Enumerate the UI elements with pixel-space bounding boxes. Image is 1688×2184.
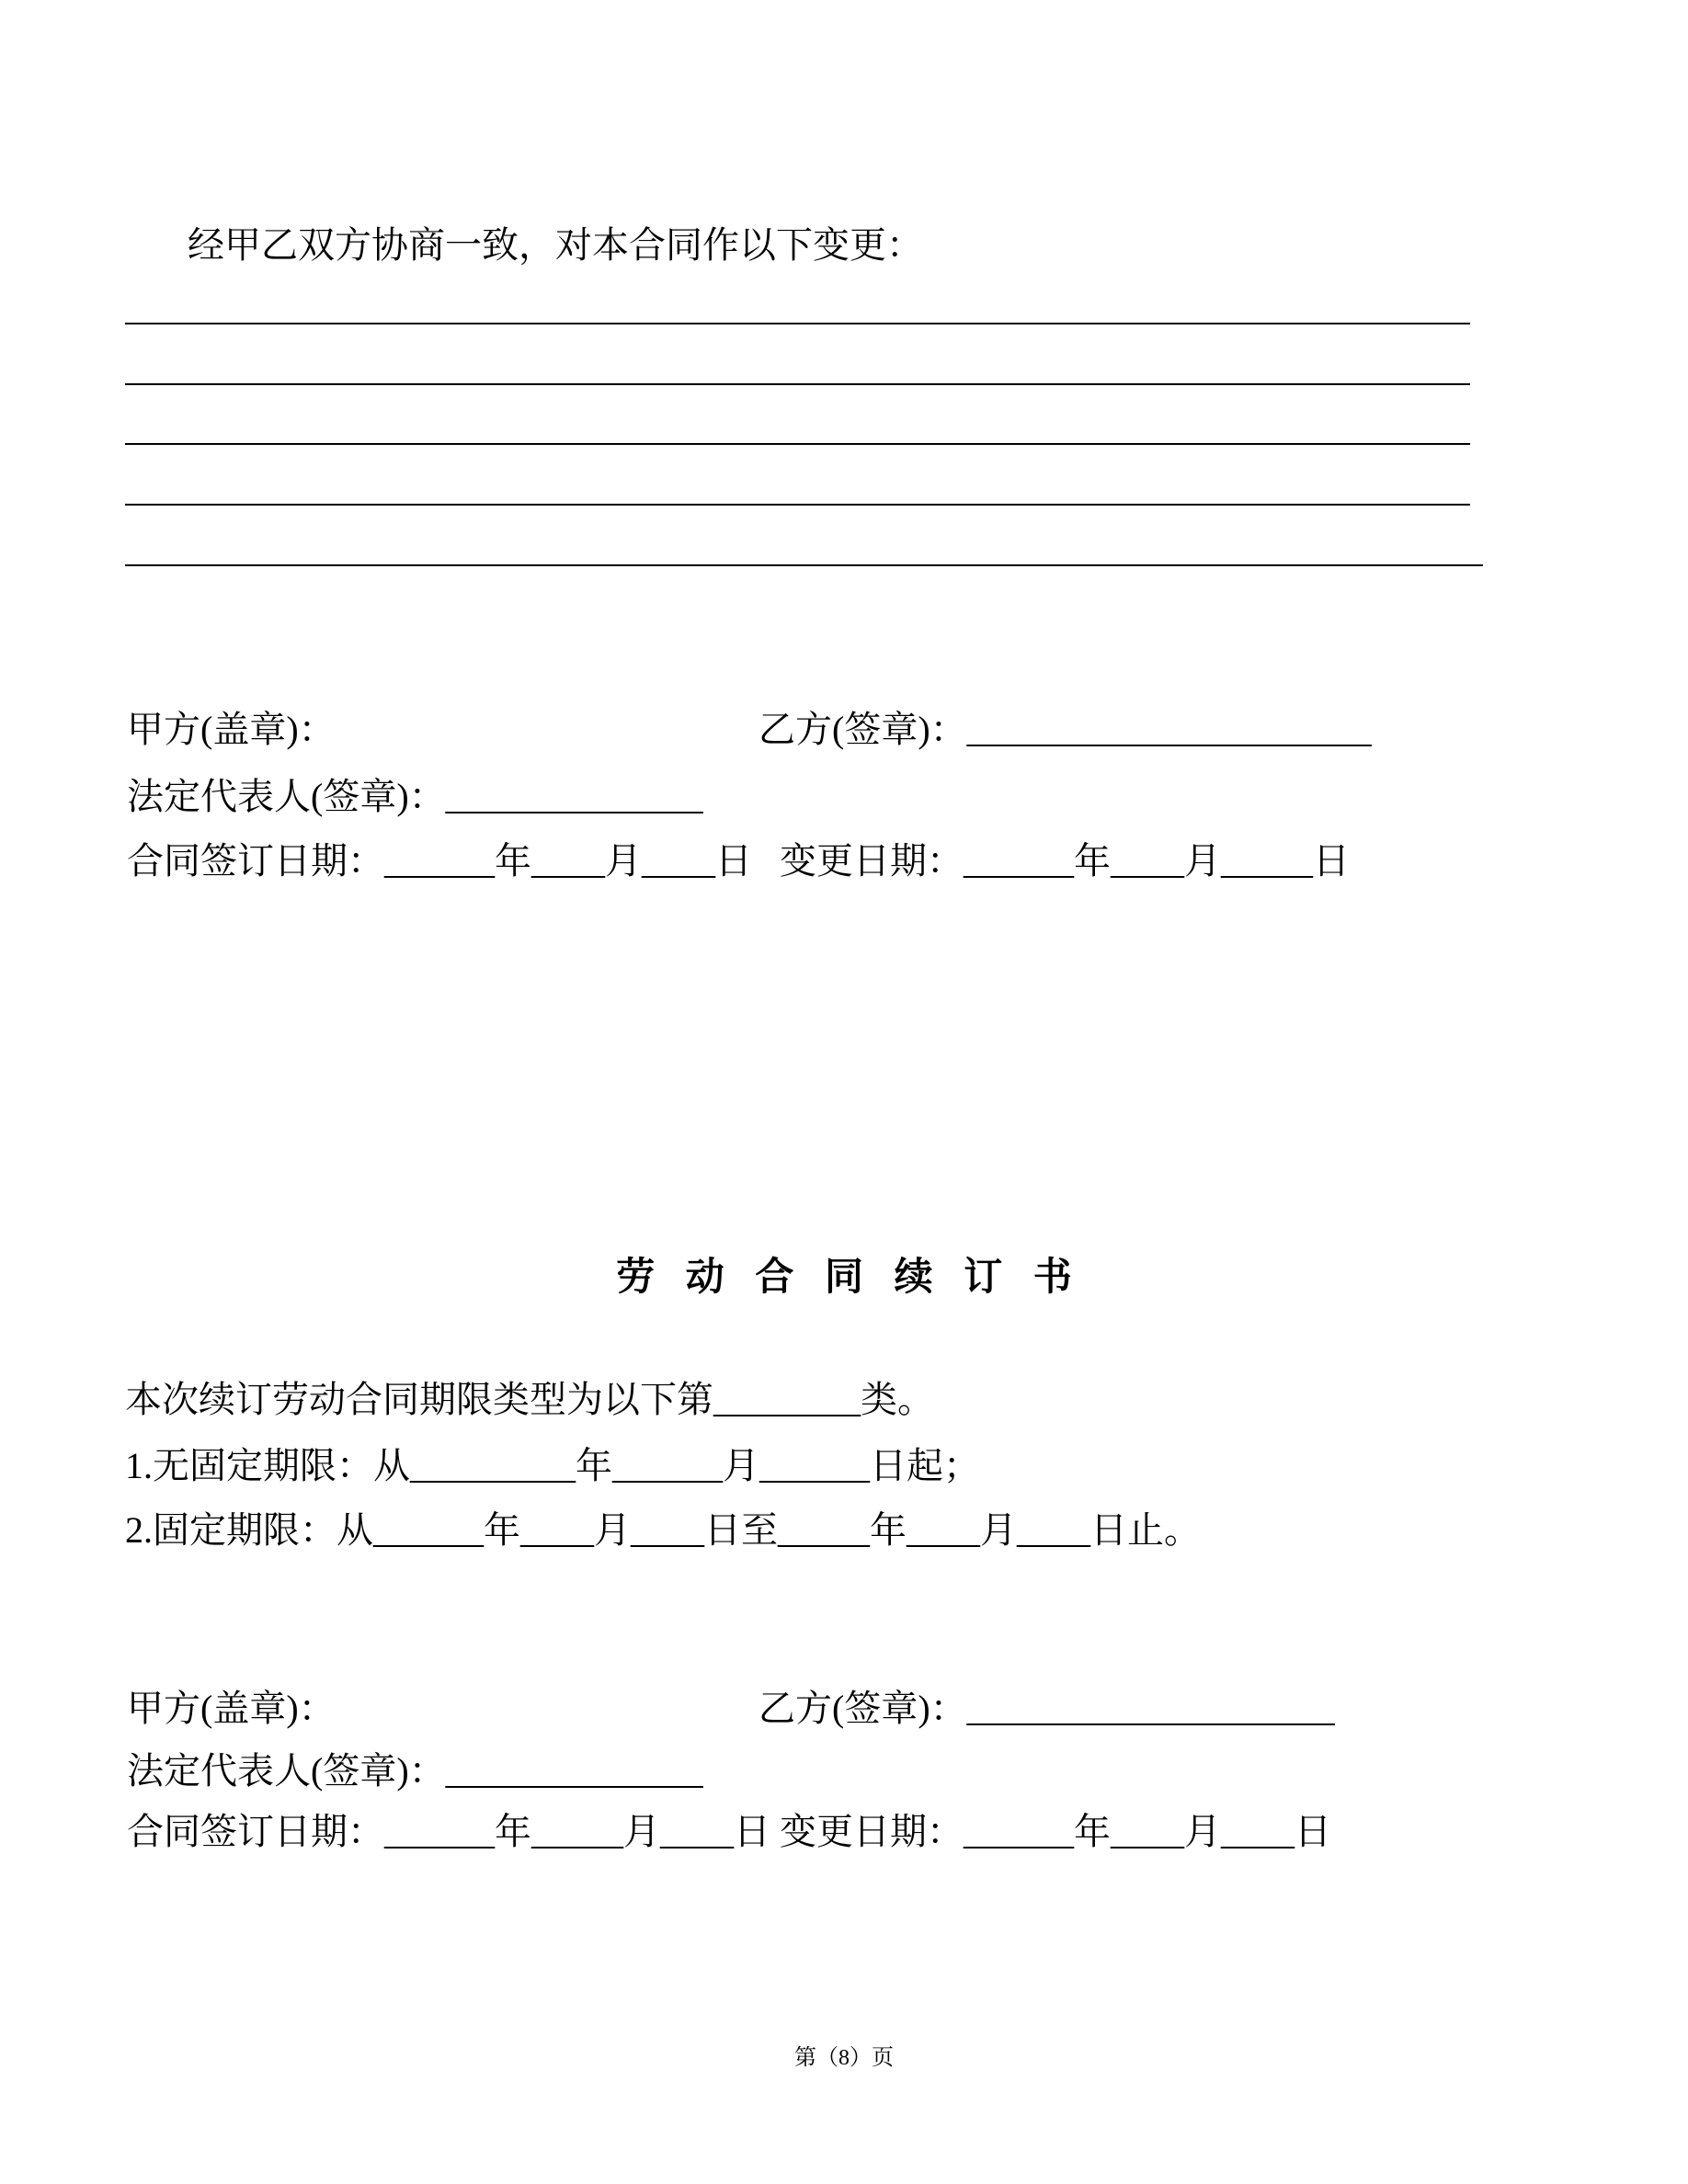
- amendment-change-date-blank: ______年____月_____日: [964, 840, 1350, 882]
- amendment-party-b-row: [758, 709, 1372, 751]
- amendment-sign-date-blank: ______年____月____日: [384, 840, 752, 882]
- amendment-legal-rep-signature-line: ______________: [445, 776, 703, 817]
- fill-line: [125, 443, 1470, 445]
- renewal-party-b-row: [758, 1688, 1335, 1730]
- renewal-term-option-1: 1.无固定期限：从_________年______月______日起；: [125, 1445, 980, 1486]
- renewal-term-type-line: 本次续订劳动合同期限类型为以下第________类。: [125, 1379, 934, 1420]
- page-number: 第（8）页: [794, 2046, 894, 2070]
- amendment-party-a-label: 甲方(盖章)：: [127, 709, 336, 750]
- renewal-term-option-2: 2.固定期限：从______年____月____日至_____年____月____日止。: [125, 1509, 1201, 1551]
- fill-line: [125, 383, 1470, 385]
- renewal-legal-rep-label: 法定代表人(签章)：: [127, 1750, 446, 1792]
- renewal-legal-rep-row: [127, 1750, 703, 1792]
- amendment-sign-date-row: [127, 840, 752, 882]
- renewal-change-date-blank: ______年____月____日: [964, 1811, 1331, 1852]
- amendment-party-b-signature-line: ______________________: [966, 709, 1372, 750]
- amendment-party-b-label: 乙方(签章)：: [758, 709, 967, 750]
- amendment-intro-text: 经甲乙双方协商一致，对本合同作以下变更：: [188, 224, 923, 266]
- renewal-party-b-label: 乙方(签章)：: [758, 1688, 967, 1729]
- amendment-change-date-row: [780, 840, 1350, 882]
- renewal-sign-date-blank: ______年_____月____日: [384, 1811, 770, 1852]
- renewal-section-title: 劳 动 合 同 续 订 书: [616, 1257, 1072, 1299]
- amendment-change-date-label: 变更日期：: [780, 840, 964, 882]
- renewal-party-a-label: 甲方(盖章)：: [127, 1688, 336, 1729]
- renewal-change-date-label: 变更日期：: [780, 1811, 964, 1852]
- renewal-legal-rep-signature-line: ______________: [445, 1750, 703, 1792]
- fill-line: [125, 323, 1470, 324]
- amendment-sign-date-label: 合同签订日期：: [127, 840, 384, 882]
- fill-line: [125, 504, 1470, 506]
- renewal-sign-date-label: 合同签订日期：: [127, 1811, 384, 1852]
- amendment-legal-rep-label: 法定代表人(签章)：: [127, 776, 446, 817]
- renewal-party-b-signature-line: ____________________: [966, 1688, 1335, 1729]
- renewal-change-date-row: [780, 1811, 1331, 1853]
- fill-line: [125, 564, 1483, 566]
- amendment-legal-rep-row: [127, 776, 703, 818]
- renewal-sign-date-row: [127, 1811, 770, 1853]
